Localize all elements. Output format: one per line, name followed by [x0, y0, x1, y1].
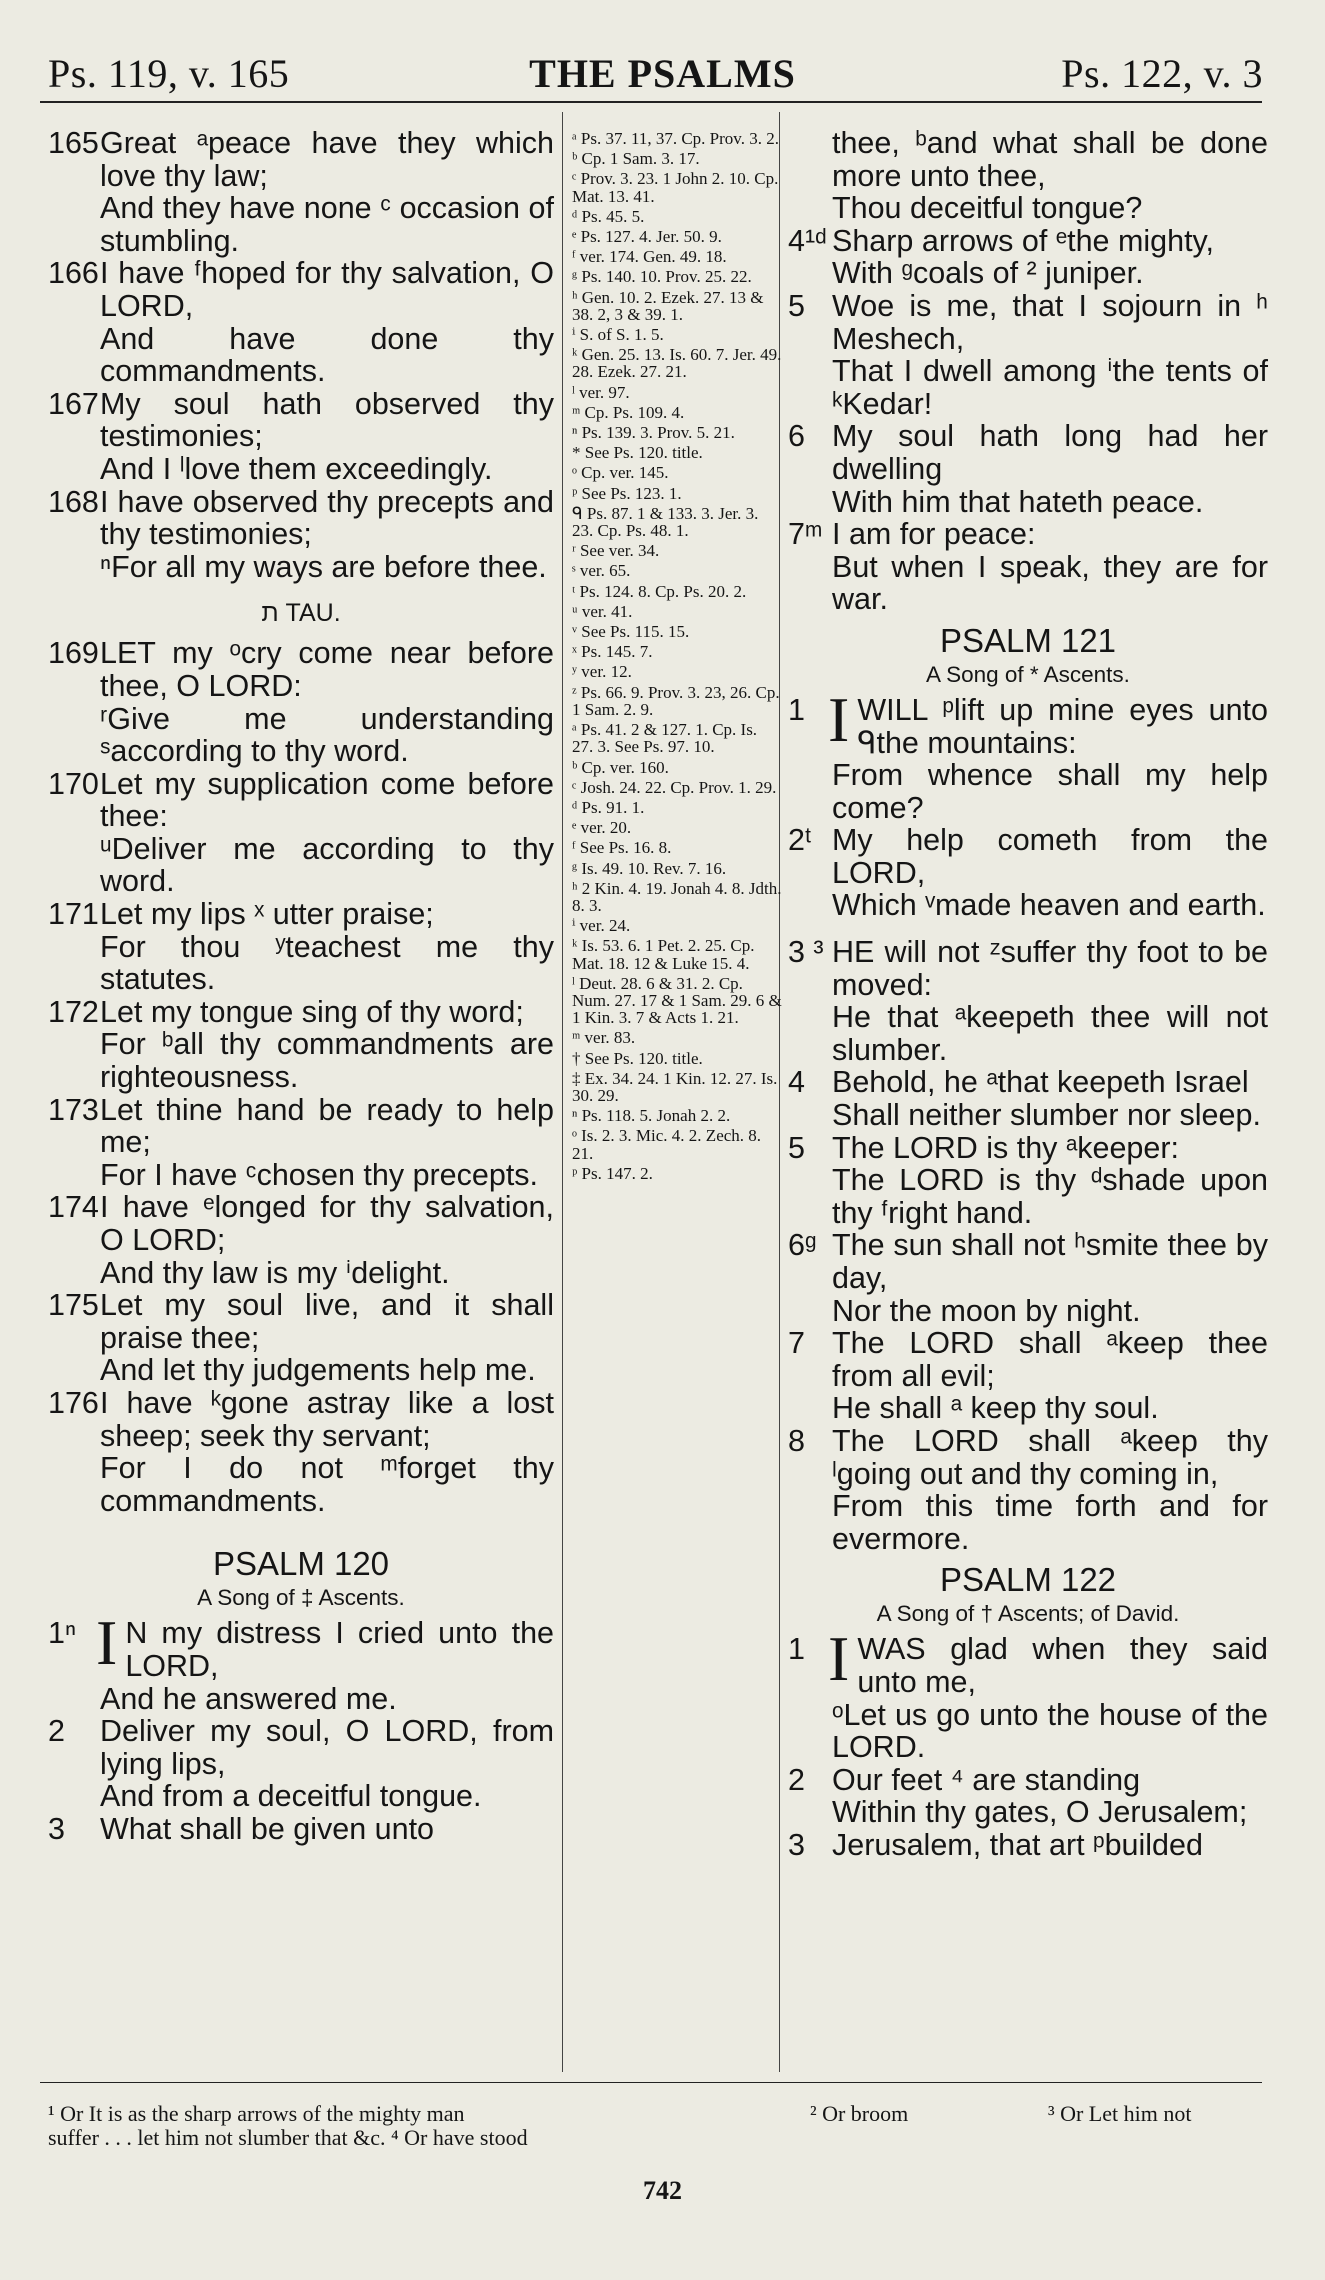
- cross-reference-entry: ⁿ Ps. 139. 3. Prov. 5. 21.: [572, 423, 735, 443]
- cross-reference-entry: ˡ ver. 97.: [572, 382, 630, 402]
- verse-170-line2: ᵘDeliver me according to thy word.: [100, 831, 554, 899]
- psalm-121-verse-1-line2: From whence shall my help come?: [832, 758, 1268, 825]
- left-text-column: [48, 127, 554, 1846]
- psalm-120-verse-5: 5 Woe is me, that I sojourn in ʰ Meshech,: [788, 288, 1268, 356]
- cross-reference-entry: ⁿ Ps. 118. 5. Jonah 2. 2.: [572, 1106, 731, 1126]
- psalm-120-verse-2: 2 Deliver my soul, O LORD, from lying lips,: [48, 1714, 554, 1781]
- footnote-1: ¹ Or It is as the sharp arrows of the mighty man: [48, 2101, 465, 2126]
- drop-cap: I: [96, 1607, 118, 1679]
- psalm-120-verse-5-line2: That I dwell among ⁱthe tents of ᵏKedar!: [832, 354, 1268, 421]
- verse-3-continuation: thee, ᵇand what shall be done more unto thee,: [832, 126, 1268, 193]
- verse-172: 172 Let my tongue sing of thy word;: [48, 994, 524, 1029]
- cross-reference-entry: ᵏ Is. 53. 6. 1 Pet. 2. 25. Cp. Mat. 18. 12 & Luke 15. 4.: [572, 936, 755, 973]
- psalm-121-title: PSALM 121: [939, 621, 1117, 659]
- verse-166: 166 I have ᶠhoped for thy salvation, O LORD,: [48, 256, 554, 323]
- verse-166-line2: And have done thy commandments.: [100, 321, 554, 389]
- header-right-reference: Ps. 122, v. 3: [1061, 51, 1263, 96]
- cross-reference-entry: ʸ ver. 12.: [572, 662, 632, 682]
- cross-reference-entry: ᵘ ver. 41.: [572, 601, 633, 621]
- cross-reference-entry: ᵉ Ps. 127. 4. Jer. 50. 9.: [572, 227, 722, 247]
- cross-reference-entry: ᶠ See Ps. 16. 8.: [572, 838, 672, 858]
- psalm-121-verse-7-line2: He shall ᵃ keep thy soul.: [832, 1391, 1159, 1426]
- psalm-120-verse-4-line2: With ᵍcoals of ² juniper.: [832, 256, 1144, 291]
- cross-reference-entry: ᵇ Cp. 1 Sam. 3. 17.: [572, 149, 700, 169]
- verse-167: 167 My soul hath observed thy testimonies;: [48, 386, 554, 454]
- cross-reference-entry: * See Ps. 120. title.: [572, 443, 703, 463]
- verse-172-line2: For ᵇall thy commandments are righteousness.: [100, 1027, 554, 1095]
- psalm-120-verse-1: 1ⁿ I N my distress I cried unto the LORD,: [48, 1607, 554, 1683]
- psalm-121-verse-5-line2: The LORD is thy ᵈshade upon thy ᶠright hand.: [832, 1163, 1268, 1230]
- psalm-122-title: PSALM 122: [939, 1561, 1117, 1599]
- section-heading-tau: ת TAU.: [261, 599, 341, 628]
- cross-reference-entry: ⁱ S. of S. 1. 5.: [572, 325, 664, 345]
- cross-reference-column: [572, 130, 782, 1185]
- psalm-122-verse-1-line2: ᵒLet us go unto the house of the LORD.: [832, 1697, 1268, 1765]
- verse-167-line2: And I ˡlove them exceedingly.: [100, 451, 493, 486]
- cross-reference-entry: † See Ps. 120. title.: [572, 1048, 703, 1068]
- psalm-120-verse-3: 3 What shall be given unto: [48, 1811, 435, 1846]
- psalm-120-title: PSALM 120: [212, 1545, 390, 1583]
- cross-reference-entry: ᵇ Cp. ver. 160.: [572, 757, 669, 777]
- psalm-121-verse-8: 8 The LORD shall ᵃkeep thy ˡgoing out and thy coming in,: [788, 1423, 1268, 1491]
- drop-cap: I: [828, 1623, 850, 1695]
- verse-175-line2: And let thy judgements help me.: [100, 1353, 536, 1388]
- psalm-122-verse-1: 1 IWAS glad when they said unto me,: [788, 1623, 1268, 1699]
- psalm-121-verse-6-line2: Nor the moon by night.: [832, 1293, 1141, 1328]
- psalm-121-verse-2: 2ᵗ My help cometh from the LORD,: [788, 823, 1268, 890]
- cross-reference-entry: ˡ Deut. 28. 6 & 31. 2. Cp. Num. 27. 17 & 1 Sam. 29. 6 & 1 Kin. 3. 7 & Acts 1. 21.: [572, 973, 782, 1028]
- psalm-121-verse-1: 1 IWILL ᵖlift up mine eyes unto ᑫthe mountains:: [788, 683, 1268, 760]
- psalm-121-verse-7: 7 The LORD shall ᵃkeep thee from all evil;: [788, 1326, 1268, 1393]
- column-divider-left: [562, 112, 563, 2072]
- psalm-120-verse-7-line2: But when I speak, they are for war.: [832, 549, 1268, 617]
- verse-165: 165 Great ᵃpeace have they which love thy law;: [48, 126, 554, 193]
- psalm-120-verse-4: 4¹ᵈ Sharp arrows of ᵉthe mighty,: [788, 223, 1215, 258]
- header-left-reference: Ps. 119, v. 165: [48, 51, 290, 96]
- cross-reference-entry: ᵖ See Ps. 123. 1.: [572, 483, 682, 503]
- psalm-121-verse-2-line2: Which ᵛmade heaven and earth.: [832, 888, 1266, 923]
- cross-reference-entry: ᶠ ver. 174. Gen. 49. 18.: [572, 247, 727, 267]
- verse-168-line2: ⁿFor all my ways are before thee.: [100, 549, 547, 584]
- cross-reference-entry: ᶻ Ps. 66. 9. Prov. 3. 23, 26. Cp. 1 Sam. 2. 9.: [572, 682, 780, 719]
- psalm-122-verse-3: 3 Jerusalem, that art ᵖbuilded: [788, 1827, 1203, 1862]
- psalm-120-verse-6-line2: With him that hateth peace.: [832, 484, 1204, 519]
- cross-reference-entry: ⁱ ver. 24.: [572, 916, 631, 936]
- psalm-121-verse-4-line2: Shall neither slumber nor sleep.: [832, 1098, 1261, 1133]
- cross-reference-entry: ʰ Gen. 10. 2. Ezek. 27. 13 & 38. 2, 3 & 39. 1.: [572, 287, 764, 324]
- psalm-121-verse-5: 5 The LORD is thy ᵃkeeper:: [788, 1130, 1179, 1165]
- cross-reference-entry: ʰ 2 Kin. 4. 19. Jonah 4. 8. Jdth. 8. 3.: [572, 878, 782, 915]
- verse-175: 175 Let my soul live, and it shall praise thee;: [48, 1288, 554, 1355]
- cross-reference-entry: ᵒ Is. 2. 3. Mic. 4. 2. Zech. 8. 21.: [572, 1126, 762, 1163]
- verse-170: 170 Let my supplication come before thee:: [48, 766, 554, 834]
- cross-reference-entry: ᵛ See Ps. 115. 15.: [572, 622, 690, 642]
- header-title: THE PSALMS: [529, 51, 796, 96]
- cross-reference-entry: ᵍ Is. 49. 10. Rev. 7. 16.: [572, 858, 727, 878]
- psalm-121-verse-8-line2: From this time forth and for evermore.: [832, 1489, 1268, 1556]
- psalm-122-verse-2: 2 Our feet ⁴ are standing: [788, 1762, 1141, 1797]
- verse-169: 169 LET my ᵒcry come near before thee, O LORD:: [48, 636, 554, 703]
- cross-reference-entry: ᶜ Prov. 3. 23. 1 John 2. 10. Cp. Mat. 13. 41.: [572, 169, 779, 206]
- psalm-121-verse-3: 3 ³ HE will not ᶻsuffer thy foot to be moved:: [788, 935, 1268, 1002]
- cross-reference-entry: ˣ Ps. 145. 7.: [572, 642, 653, 662]
- footnote-2: ² Or broom: [810, 2101, 909, 2126]
- psalm-121-verse-6: 6ᵍ The sun shall not ʰsmite thee by day,: [788, 1228, 1268, 1295]
- cross-reference-entry: ʳ See ver. 34.: [572, 541, 660, 561]
- verse-168: 168 I have observed thy precepts and thy testimonies;: [48, 484, 554, 552]
- psalm-122-verse-2-line2: Within thy gates, O Jerusalem;: [832, 1795, 1248, 1830]
- cross-reference-entry: ‡ Ex. 34. 24. 1 Kin. 12. 27. Is. 30. 29.: [572, 1068, 778, 1105]
- verse-173-line2: For I have ᶜchosen thy precepts.: [100, 1157, 539, 1192]
- footnote-3: ³ Or Let him not: [1048, 2101, 1192, 2126]
- cross-reference-entry: ˢ ver. 65.: [572, 561, 631, 581]
- cross-reference-entry: ᵉ ver. 20.: [572, 818, 632, 838]
- cross-reference-entry: ᵒ Cp. ver. 145.: [572, 463, 669, 483]
- cross-reference-entry: ᵗ Ps. 124. 8. Cp. Ps. 20. 2.: [572, 581, 747, 601]
- psalm-122-subtitle: A Song of † Ascents; of David.: [876, 1601, 1180, 1627]
- cross-reference-entry: ᵃ Ps. 37. 11, 37. Cp. Prov. 3. 2.: [572, 129, 779, 148]
- page-number: 742: [643, 2176, 682, 2205]
- psalm-121-verse-4: 4 Behold, he ᵃthat keepeth Israel: [788, 1065, 1249, 1100]
- psalm-121-subtitle: A Song of * Ascents.: [926, 661, 1130, 687]
- footnote-3-cont-and-4: suffer . . . let him not slumber that &c. ⁴ Or have stood: [48, 2125, 528, 2150]
- verse-171: 171 Let my lips ˣ utter praise;: [48, 897, 434, 932]
- cross-reference-entry: ᵐ ver. 83.: [572, 1028, 636, 1048]
- psalm-120-verse-1-line2: And he answered me.: [100, 1681, 397, 1716]
- cross-reference-entry: ᵏ Gen. 25. 13. Is. 60. 7. Jer. 49. 28. Ezek. 27. 21.: [572, 345, 782, 382]
- verse-169-line2: ʳGive me understanding ˢaccording to thy word.: [100, 701, 554, 769]
- verse-173: 173 Let thine hand be ready to help me;: [48, 1092, 554, 1160]
- verse-174: 174 I have ᵉlonged for thy salvation, O LORD;: [48, 1190, 554, 1257]
- drop-cap: I: [828, 683, 850, 755]
- cross-reference-entry: ᵈ Ps. 91. 1.: [572, 797, 645, 817]
- header-rule: [40, 101, 1262, 103]
- cross-reference-entry: ᑫ Ps. 87. 1 & 133. 3. Jer. 3. 23. Cp. Ps. 48. 1.: [572, 503, 759, 541]
- psalm-121-verse-3-line2: He that ᵃkeepeth thee will not slumber.: [832, 1000, 1268, 1067]
- cross-reference-entry: ᶜ Josh. 24. 22. Cp. Prov. 1. 29.: [572, 777, 777, 797]
- psalm-120-verse-6: 6 My soul hath long had her dwelling: [788, 419, 1268, 486]
- cross-reference-entry: ᵖ Ps. 147. 2.: [572, 1163, 653, 1183]
- psalm-120-verse-7: 7ᵐ I am for peace:: [788, 517, 1036, 552]
- cross-reference-entry: ᵈ Ps. 45. 5.: [572, 206, 645, 226]
- verse-176-line2: For I do not ᵐforget thy commandments.: [100, 1451, 554, 1518]
- right-text-column: [788, 127, 1268, 1862]
- cross-reference-entry: ᵃ Ps. 41. 2 & 127. 1. Cp. Is. 27. 3. See Ps. 97. 10.: [572, 720, 758, 757]
- verse-165-line2: And they have none ᶜ occasion of stumbling.: [100, 191, 554, 258]
- psalm-120-subtitle: A Song of ‡ Ascents.: [197, 1585, 405, 1611]
- cross-reference-entry: ᵐ Cp. Ps. 109. 4.: [572, 402, 685, 422]
- verse-176: 176 I have ᵏgone astray like a lost sheep; seek thy servant;: [48, 1385, 554, 1453]
- verse-174-line2: And thy law is my ⁱdelight.: [100, 1255, 450, 1290]
- verse-3-continuation-2: Thou deceitful tongue?: [832, 191, 1143, 226]
- psalm-120-verse-2-line2: And from a deceitful tongue.: [100, 1779, 482, 1814]
- verse-171-line2: For thou ʸteachest me thy statutes.: [100, 929, 554, 997]
- footnote-rule: [40, 2082, 1262, 2083]
- cross-reference-entry: ᵍ Ps. 140. 10. Prov. 25. 22.: [572, 267, 752, 287]
